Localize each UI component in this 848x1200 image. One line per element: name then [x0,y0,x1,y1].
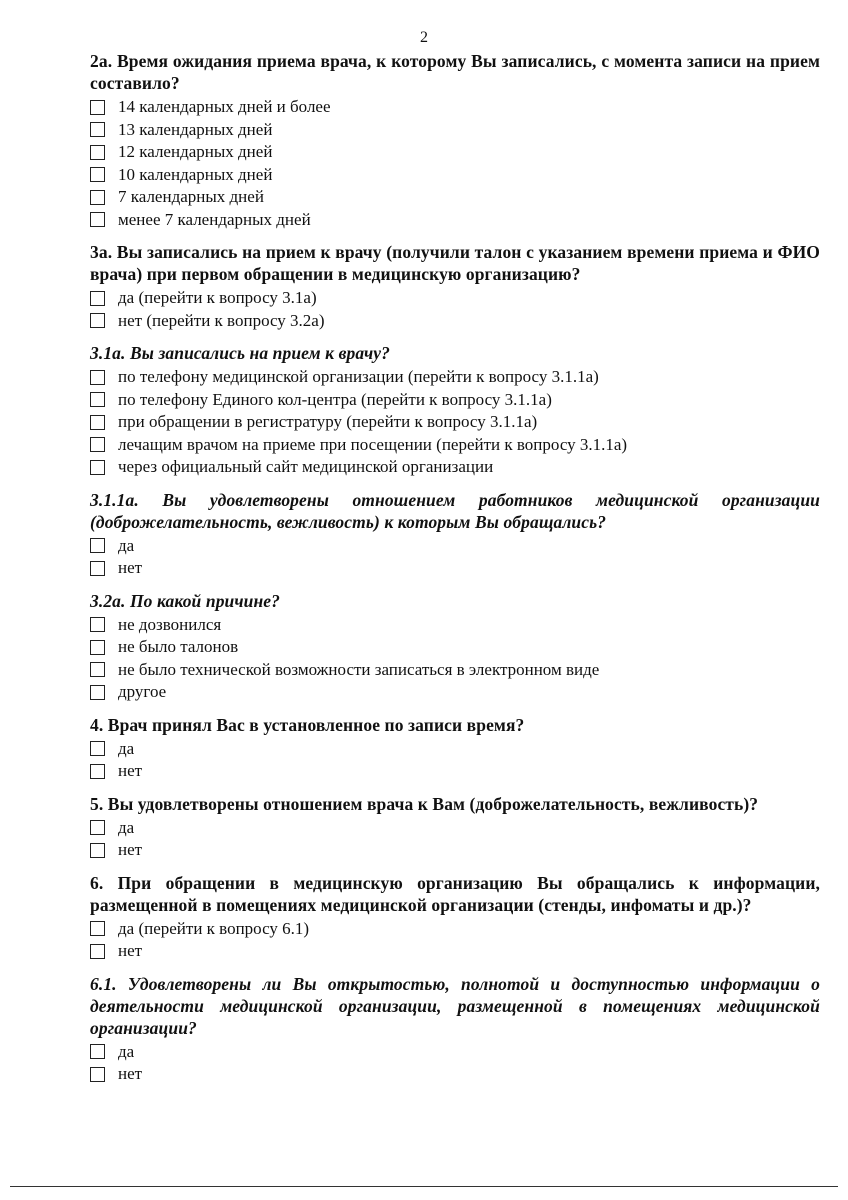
option-label: 10 календарных дней [118,164,273,184]
option-2a-3[interactable] [90,141,820,164]
option-label: да [118,535,135,555]
option-label: нет [118,840,143,859]
option-label: 12 календарных дней [118,142,273,161]
option-label: нет (перейти к вопросу 3.2а) [118,310,325,330]
checkbox[interactable] [90,843,105,858]
question-block-5 [90,793,820,862]
checkbox[interactable] [90,764,105,779]
options-6-1 [90,1041,820,1086]
option-3-1a-2[interactable] [90,389,820,412]
option-3-1a-1[interactable] [90,366,820,389]
checkbox[interactable] [90,212,105,227]
option-2a-5[interactable] [90,186,820,209]
checkbox[interactable] [90,460,105,475]
option-label: 13 календарных дней [118,119,273,139]
option-label: да [118,738,135,758]
checkbox[interactable] [90,313,105,328]
option-label: другое [118,682,167,701]
question-2a: 2а. Время ожидания приема врача, к которому Вы записались, с момента записи на прием составило? [90,51,820,93]
option-label: да (перейти к вопросу 6.1) [118,918,310,938]
option-5-2[interactable] [90,839,820,862]
option-3-1a-5[interactable] [90,456,820,479]
option-4-2[interactable] [90,760,820,783]
question-block-6-1 [90,973,820,1086]
checkbox[interactable] [90,370,105,385]
option-3-1a-4[interactable] [90,434,820,457]
option-label: 7 календарных дней [118,187,264,206]
option-label: не было талонов [118,637,239,656]
option-2a-4[interactable] [90,164,820,187]
question-block-3-1-1a [90,489,820,580]
question-6: 6. При обращении в медицинскую организацию Вы обращались к информации, размещенной в помещениях медицинской организации (стенды, инфоматы и др.)? [90,872,820,915]
option-3a-2[interactable] [90,310,820,333]
options-2a [90,96,820,231]
option-label: нет [118,761,143,780]
question-5: 5. Вы удовлетворены отношением врача к Вам (доброжелательность, вежливость)? [90,793,759,814]
question-3-2a: 3.2а. По какой причине? [90,590,281,611]
option-3-2a-2[interactable] [90,636,820,659]
checkbox[interactable] [90,1044,105,1059]
checkbox[interactable] [90,944,105,959]
checkbox[interactable] [90,662,105,677]
option-2a-2[interactable] [90,119,820,142]
question-3a: 3а. Вы записались на прием к врачу (получили талон с указанием времени приема и ФИО врача) при первом обращении в медицинскую организацию? [90,242,820,284]
options-3-1-1a [90,535,820,580]
checkbox[interactable] [90,820,105,835]
option-3-1-1a-2[interactable] [90,557,820,580]
option-3-2a-3[interactable] [90,659,820,682]
checkbox[interactable] [90,392,105,407]
option-6-1[interactable] [90,918,820,941]
page-number: 2 [420,29,428,46]
checkbox[interactable] [90,167,105,182]
checkbox[interactable] [90,538,105,553]
question-6-1: 6.1. Удовлетворены ли Вы открытостью, полнотой и доступностью информации о деятельности медицинской организации, размещенной в помещениях медицинской организации? [90,973,820,1038]
checkbox[interactable] [90,190,105,205]
option-label: при обращении в регистратуру (перейти к вопросу 3.1.1а) [118,412,538,431]
option-2a-6[interactable] [90,209,820,232]
option-label: да (перейти к вопросу 3.1а) [118,288,317,307]
options-5 [90,817,820,862]
options-6 [90,918,820,963]
option-label: да [118,1041,135,1061]
option-label: не было технической возможности записаться в электронном виде [118,659,600,679]
option-label: нет [118,558,143,577]
options-3-2a [90,614,820,704]
checkbox[interactable] [90,1067,105,1082]
question-4: 4. Врач принял Вас в установленное по записи время? [90,714,525,735]
checkbox[interactable] [90,640,105,655]
question-3-1a: 3.1а. Вы записались на прием к врачу? [90,343,391,363]
question-block-3-1a [90,342,820,479]
option-3-1-1a-1[interactable] [90,535,820,558]
footer-divider [10,1186,838,1187]
option-6-1-1[interactable] [90,1041,820,1064]
option-3a-1[interactable] [90,287,820,310]
option-label: не дозвонился [118,614,222,634]
checkbox[interactable] [90,617,105,632]
option-2a-1[interactable] [90,96,820,119]
option-6-2[interactable] [90,940,820,963]
checkbox[interactable] [90,100,105,115]
option-label: да [118,817,135,837]
checkbox[interactable] [90,415,105,430]
question-3-1-1a: 3.1.1а. Вы удовлетворены отношением работников медицинской организации (доброжелательность, вежливость) к которым Вы обращались? [90,489,820,532]
checkbox[interactable] [90,122,105,137]
questionnaire [90,50,820,1096]
question-block-3a [90,241,820,332]
question-block-4 [90,714,820,783]
option-3-1a-3[interactable] [90,411,820,434]
options-4 [90,738,820,783]
option-label: нет [118,941,143,960]
question-block-2a [90,50,820,231]
checkbox[interactable] [90,291,105,306]
option-label: через официальный сайт медицинской организации [118,457,494,476]
option-label: менее 7 календарных дней [118,209,311,229]
option-label: лечащим врачом на приеме при посещении (перейти к вопросу 3.1.1а) [118,434,628,454]
question-block-6 [90,872,820,963]
checkbox[interactable] [90,561,105,576]
option-label: по телефону Единого кол-центра (перейти к вопросу 3.1.1а) [118,389,552,409]
option-label: нет [118,1064,143,1083]
option-3-2a-4[interactable] [90,681,820,704]
options-3a [90,287,820,332]
option-5-1[interactable] [90,817,820,840]
question-block-3-2a [90,590,820,704]
option-4-1[interactable] [90,738,820,761]
option-label: 14 календарных дней и более [118,97,331,116]
checkbox[interactable] [90,437,105,452]
checkbox[interactable] [90,921,105,936]
option-6-1-2[interactable] [90,1063,820,1086]
option-label: по телефону медицинской организации (перейти к вопросу 3.1.1а) [118,367,599,386]
checkbox[interactable] [90,145,105,160]
options-3-1a [90,366,820,479]
checkbox[interactable] [90,685,105,700]
option-3-2a-1[interactable] [90,614,820,637]
checkbox[interactable] [90,741,105,756]
